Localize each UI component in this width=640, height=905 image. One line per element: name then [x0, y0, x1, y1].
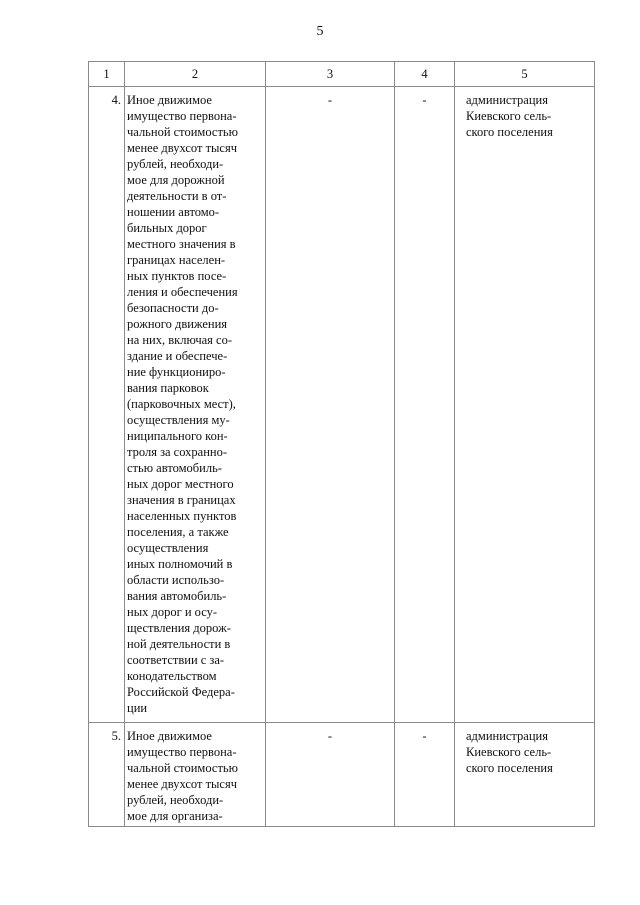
col4-value: - [395, 87, 455, 723]
property-description: Иное движимое имущество первона- чальной стоимостью менее двухсот тысяч рублей, необходи- мое для дорожной деятельности в от- ношении автомо- бильных дорог местного значения в границах населен- ных пунктов посе- ления и обеспечения безопасности до- рожного движения на них, включая со- здание и обеспече- ние функциониро- вания парковок (парковочных мест), осуществления му- ниципального кон- троля за сохранно- стью автомобиль- ных дорог местного значения в границах населенных пунктов поселения, а также осуществления иных полномочий в области использо- вания автомобиль- ных дорог и осу- ществления дорож- ной деятельности в соответствии с за- конодательством Российской Федера- ции [125, 87, 266, 723]
table-row [89, 723, 595, 827]
table-header-row [89, 62, 595, 87]
header-cell-5: 5 [455, 62, 595, 87]
row-number: 4. [89, 87, 125, 723]
property-table [88, 61, 595, 827]
responsible-organization: администрация Киевского сель- ского поселения [455, 87, 595, 723]
row-number: 5. [89, 723, 125, 827]
header-cell-1: 1 [89, 62, 125, 87]
header-cell-4: 4 [395, 62, 455, 87]
col4-value: - [395, 723, 455, 827]
responsible-organization: администрация Киевского сель- ского поселения [455, 723, 595, 827]
property-description: Иное движимое имущество первона- чальной стоимостью менее двухсот тысяч рублей, необходи- мое для организа- [125, 723, 266, 827]
col3-value: - [266, 723, 395, 827]
table-row [89, 87, 595, 723]
page-number: 5 [316, 24, 324, 39]
col3-value: - [266, 87, 395, 723]
header-cell-2: 2 [125, 62, 266, 87]
header-cell-3: 3 [266, 62, 395, 87]
